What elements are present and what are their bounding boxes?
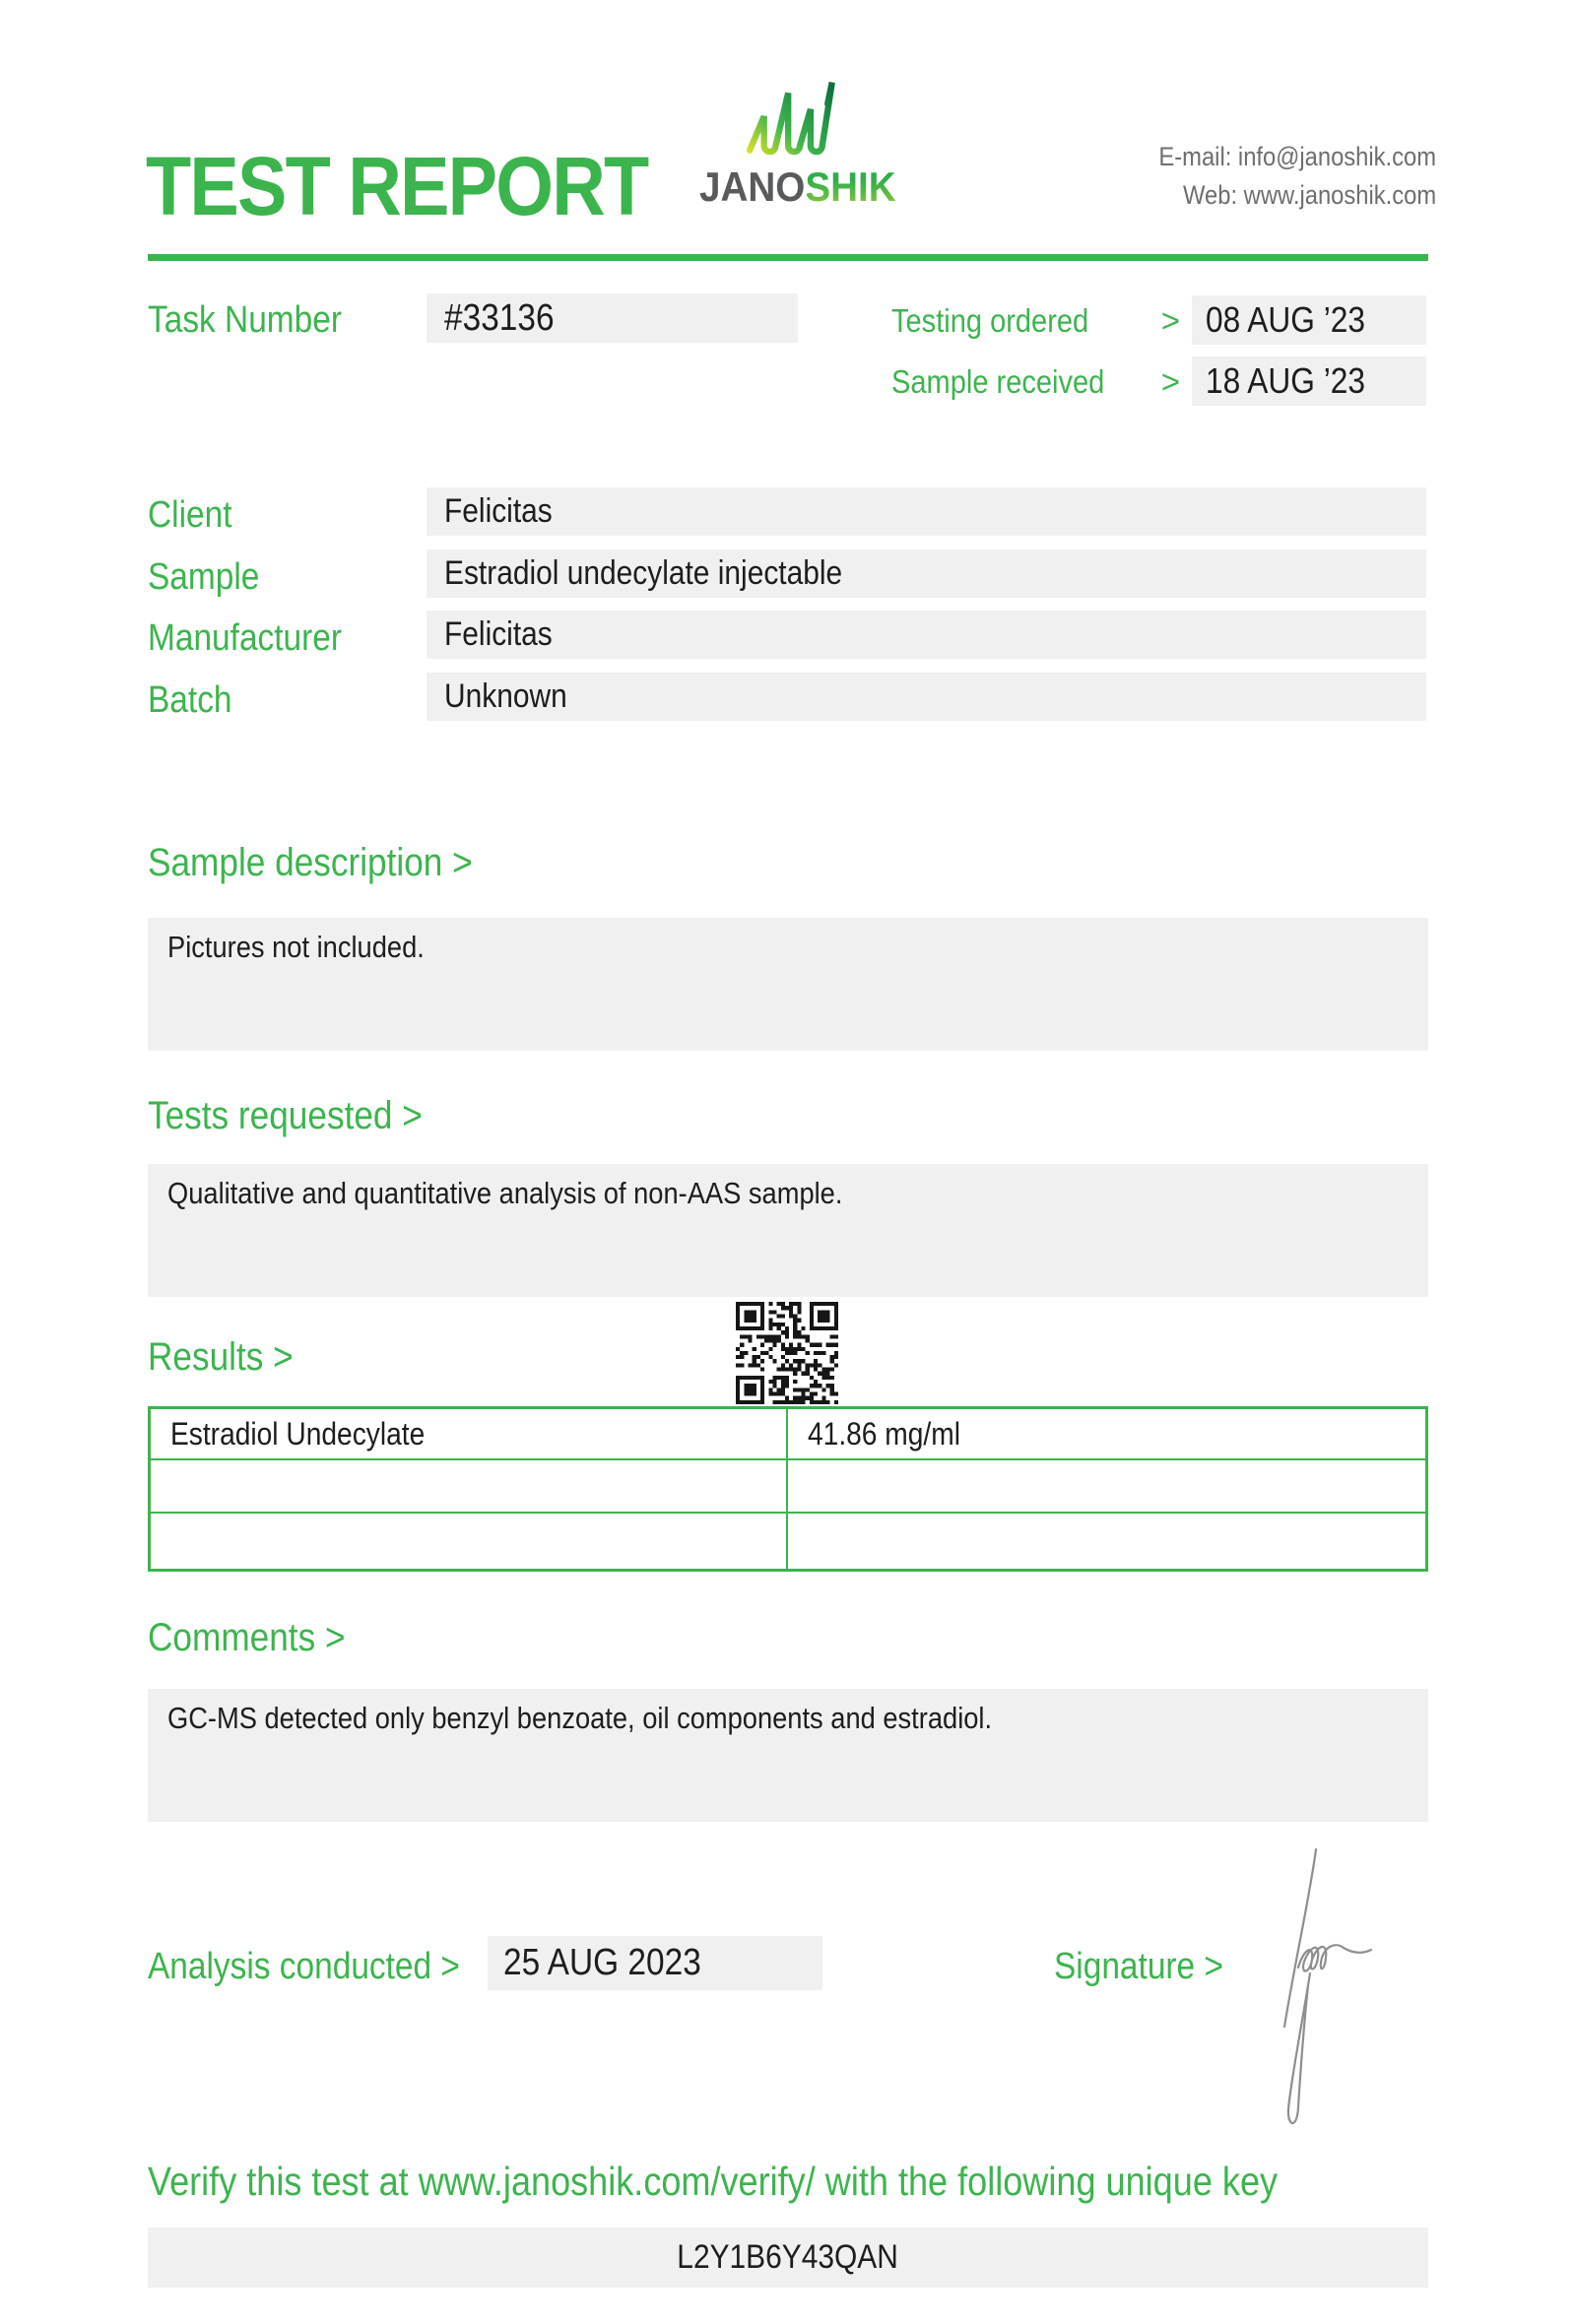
- chart-logo-icon: [745, 79, 835, 158]
- logo-wordmark: [699, 163, 896, 210]
- client-label: Client: [148, 494, 232, 536]
- testing-ordered-label: Testing ordered >: [891, 302, 1180, 339]
- batch-label: Batch: [148, 679, 232, 721]
- analysis-conducted-label: Analysis conducted >: [148, 1946, 460, 1987]
- qr-code: [736, 1302, 838, 1404]
- contact-email: E-mail: info@janoshik.com: [1158, 142, 1436, 171]
- janoshik-logo: [691, 79, 896, 210]
- sample-received-label: Sample received >: [891, 363, 1180, 400]
- comments-heading: Comments >: [148, 1616, 346, 1659]
- testing-ordered-date: 08 AUG ’23: [1192, 295, 1426, 345]
- results-substance-cell: [151, 1514, 788, 1569]
- results-table-row: [151, 1409, 1425, 1460]
- tests-requested-box: Qualitative and quantitative analysis of non-AAS sample.: [148, 1164, 1428, 1297]
- sample-label: Sample: [148, 556, 260, 598]
- sample-description-box: Pictures not included.: [148, 918, 1428, 1051]
- task-number-label: Task Number: [148, 299, 342, 341]
- sample-value: Estradiol undecylate injectable: [427, 549, 1426, 598]
- verify-instruction: Verify this test at www.janoshik.com/verify/ with the following unique key: [148, 2159, 1279, 2204]
- results-table: [148, 1406, 1428, 1572]
- sample-description-heading: Sample description >: [148, 841, 473, 884]
- manufacturer-label: Manufacturer: [148, 617, 343, 659]
- task-number-value: #33136: [427, 293, 798, 343]
- manufacturer-value: Felicitas: [427, 611, 1426, 659]
- verification-key: L2Y1B6Y43QAN: [148, 2227, 1428, 2288]
- sample-received-date: 18 AUG ’23: [1192, 356, 1426, 406]
- batch-value: Unknown: [427, 673, 1426, 721]
- results-value-cell: 41.86 mg/ml: [808, 1415, 960, 1452]
- signature-label: Signature >: [1054, 1946, 1223, 1987]
- page-title: TEST REPORT: [146, 140, 648, 232]
- results-table-row: [151, 1514, 1425, 1569]
- client-value: Felicitas: [427, 487, 1426, 536]
- contact-web: Web: www.janoshik.com: [1182, 180, 1436, 210]
- tests-requested-heading: Tests requested >: [148, 1094, 423, 1137]
- comments-box: GC-MS detected only benzyl benzoate, oil components and estradiol.: [148, 1689, 1428, 1822]
- results-substance-cell: [151, 1460, 788, 1512]
- logo-text-gray: JANO: [699, 163, 806, 210]
- results-value-cell: [788, 1460, 1425, 1512]
- header-divider: [148, 254, 1428, 261]
- chevron-right-icon: >: [1160, 302, 1180, 339]
- results-substance-cell: Estradiol Undecylate: [151, 1409, 788, 1458]
- logo-text-green: SHIK: [805, 163, 896, 210]
- results-heading: Results >: [148, 1335, 294, 1379]
- results-value-cell: [788, 1514, 1425, 1569]
- analysis-date: 25 AUG 2023: [488, 1936, 822, 1990]
- contact-block: [1121, 138, 1436, 215]
- chevron-right-icon: >: [1160, 363, 1180, 400]
- handwritten-signature: [1269, 1847, 1382, 2138]
- results-table-row: [151, 1460, 1425, 1514]
